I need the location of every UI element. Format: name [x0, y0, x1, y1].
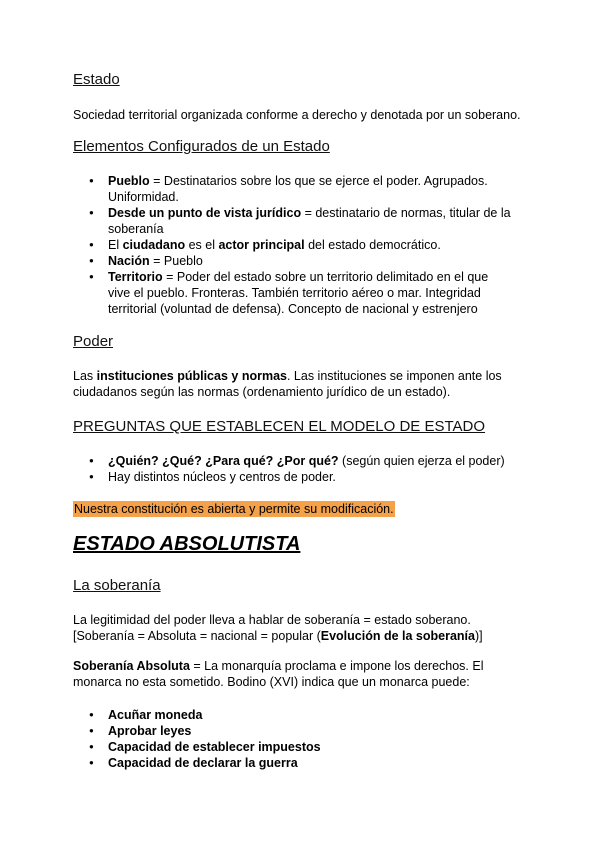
- list-item: ● Acuñar moneda: [73, 707, 513, 723]
- estado-definition: Sociedad territorial organizada conforme a derecho y denotada por un soberano.: [73, 108, 521, 122]
- poder-paragraph: Las instituciones públicas y normas. Las instituciones se imponen ante los ciudadanos según las normas (ordenamiento jurídico de un estado).: [73, 369, 502, 399]
- list-item: ● Capacidad de establecer impuestos: [73, 739, 513, 755]
- soberania-paragraph: La legitimidad del poder lleva a hablar de soberanía = estado soberano. [Soberanía = Absoluta = nacional = popular (Evolución de la soberanía)]: [73, 613, 483, 643]
- list-item: ● Hay distintos núcleos y centros de poder.: [73, 469, 513, 485]
- highlight-note: Nuestra constitución es abierta y permite su modificación.: [74, 502, 394, 516]
- heading-elementos: Elementos Configurados de un Estado: [73, 138, 330, 155]
- soberania-absoluta-paragraph: Soberanía Absoluta = La monarquía proclama e impone los derechos. El monarca no esta sometido. Bodino (XVI) indica que un monarca puede:: [73, 659, 484, 689]
- list-item: ● Territorio = Poder del estado sobre un territorio delimitado en el que vive el pueblo. Fronteras. También territorio aéreo o mar. Integridad territorial (voluntad de defensa). Concepto de nacional y estrenjero: [73, 269, 513, 317]
- list-item: ● El ciudadano es el actor principal del estado democrático.: [73, 237, 513, 253]
- preguntas-list: [73, 453, 513, 485]
- monarca-powers-list: [73, 707, 513, 771]
- list-item: ● Capacidad de declarar la guerra: [73, 755, 513, 771]
- list-item: ● ¿Quién? ¿Qué? ¿Para qué? ¿Por qué? (según quien ejerza el poder): [73, 453, 513, 469]
- heading-estado: Estado: [73, 71, 120, 88]
- heading-soberania: La soberanía: [73, 577, 161, 594]
- heading-preguntas: PREGUNTAS QUE ESTABLECEN EL MODELO DE ESTADO: [73, 418, 486, 435]
- heading-poder: Poder: [73, 333, 114, 350]
- elementos-list: [73, 173, 513, 317]
- list-item: ● Nación = Pueblo: [73, 253, 513, 269]
- list-item: ● Pueblo = Destinatarios sobre los que se ejerce el poder. Agrupados. Uniformidad.: [73, 173, 513, 205]
- list-item: ● Desde un punto de vista jurídico = destinatario de normas, titular de la soberanía: [73, 205, 513, 237]
- list-item: ● Aprobar leyes: [73, 723, 513, 739]
- title-estado-absolutista: ESTADO ABSOLUTISTA: [73, 533, 301, 555]
